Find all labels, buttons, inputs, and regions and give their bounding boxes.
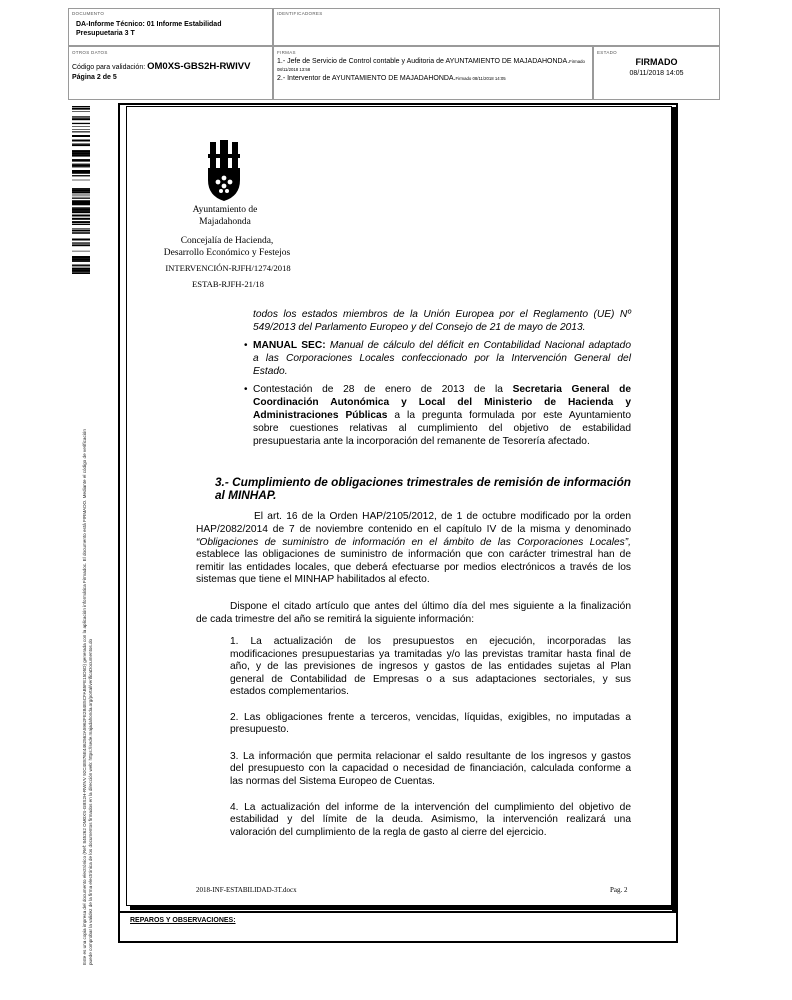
identificadores-label: IDENTIFICADORES xyxy=(277,11,323,16)
codigo-label: Código para validación: xyxy=(72,64,146,71)
section-3-heading xyxy=(215,476,631,502)
verification-note-line-2: puede comprobar la validez de la firma electrónica de los documentos firmados en la dirección web: https://sede.majadahonda.org/portal/verificaDocumentos.do xyxy=(88,638,93,965)
p1-line-5: remitir las entidades locales, que deberá efectuarse por medios electrónicos a través de los xyxy=(196,562,631,573)
bullet-2-line-1 xyxy=(253,384,631,397)
p1-line-3: “Obligaciones de suministro de información en el ámbito de las Corporaciones Locales”, xyxy=(196,537,631,548)
bullet-2-bold-1: Secretaria General de xyxy=(512,384,631,395)
section-3-heading-line-1: 3.- Cumplimiento de obligaciones trimestrales de remisión de información xyxy=(215,475,631,489)
p1-line-6: sistemas que tiene el MINHAP habilitados al efecto. xyxy=(196,574,430,585)
codigo-validacion xyxy=(72,62,250,72)
documento-title: DA-Informe Técnico: 01 Informe Estabilidad Presupuetaria 3 T xyxy=(76,21,222,37)
firmas-label: FIRMAS xyxy=(277,50,296,55)
verification-note-line-1: Este es una copia impresa del documento electrónico (Ref: 845262 OM0XS-GBS2H-RWIVV 92C4E876E4462562A5962FE2B4E5CFAB5FE15D5D) generada con la aplicación informática Firmadoc. El documento está FIRMADO. Mediante el código de verificación xyxy=(82,429,87,965)
bullet-2-text-1: Contestación de 28 de enero de 2013 de la xyxy=(253,384,503,395)
bullet-2-line-4: sobre cuestiones relativas al cumplimiento del objetivo de estabilidad xyxy=(253,423,631,434)
item-1-line-4: general de Contabilidad de Empresas o a sus adaptaciones sectoriales, y sus xyxy=(230,674,631,685)
bullet-1-line-3: Estado. xyxy=(253,366,288,377)
bullet-1-line-1 xyxy=(253,340,631,353)
item-2-line-2: presupuesto. xyxy=(230,724,289,735)
department-line-1: Concejalía de Hacienda, xyxy=(180,236,274,246)
estado-label: ESTADO xyxy=(597,50,617,55)
item-1-line-1: 1. La actualización de los presupuestos en ejecución, incorporadas las xyxy=(230,636,631,647)
item-1-line-2: modificaciones presupuestarias ya tramitadas y/o las previstas tramitar hasta final de xyxy=(230,649,631,660)
firma-2-text: 2.- Interventor de AYUNTAMIENTO DE MAJADAHONDA. xyxy=(277,75,456,82)
org-name-line-1: Ayuntamiento de xyxy=(192,205,258,215)
reparos-label: REPAROS Y OBSERVACIONES: xyxy=(130,917,236,924)
pagina-info: Página 2 de 5 xyxy=(72,74,117,81)
bullet-2-line-5: presupuestaria ante la incorporación del remanente de Tesorería afectado. xyxy=(253,436,590,447)
estado-value: FIRMADO xyxy=(635,57,678,67)
firma-1-stamp: Firmado 08/11/2018 13:58 xyxy=(277,59,585,72)
codigo-value: OM0XS-GBS2H-RWIVV xyxy=(147,61,251,72)
firma-2 xyxy=(277,74,506,83)
barcode-image xyxy=(72,106,90,274)
verification-note xyxy=(82,275,94,965)
reparos-divider xyxy=(118,911,678,913)
documento-label: DOCUMENTO xyxy=(72,11,105,16)
item-3-line-3: las normas del Sistema Europeo de Cuentas. xyxy=(230,776,435,787)
p2-line-2: de cada trimestre del año se remitirá la siguiente información: xyxy=(196,614,475,625)
bullet-2-bold-2: Administraciones Públicas xyxy=(253,410,388,421)
item-1-line-3: año, y de las previsiones de ingresos y gastos de las entidades sujetas al Plan xyxy=(230,661,631,672)
p1-line-1: El art. 16 de la Orden HAP/2105/2012, de 1 de octubre modificado por la orden xyxy=(254,511,631,522)
org-name xyxy=(162,205,288,228)
reference-1: INTERVENCIÓN-RJFH/1274/2018 xyxy=(165,263,291,273)
footer-filename: 2018-INF-ESTABILIDAD-3T.docx xyxy=(196,886,297,894)
bullet-2-text-3: a la pregunta formulada por este Ayuntamiento xyxy=(394,410,631,421)
intro-line-2: 549/2013 del Parlamento Europeo y del Consejo de 21 de mayo de 2013. xyxy=(253,322,586,333)
page-shadow-bottom xyxy=(130,906,676,910)
bullet-2-line-2: Coordinación Autonómica y Local del Ministerio de Hacienda y xyxy=(253,397,631,408)
page-shadow-right xyxy=(672,107,676,912)
header-box-identificadores xyxy=(273,8,720,46)
firma-2-stamp: Firmado 08/11/2018 14:05 xyxy=(455,76,506,81)
firma-1 xyxy=(277,58,593,74)
item-4-line-1: 4. La actualización del informe de la intervención del cumplimiento del objetivo de xyxy=(230,802,631,813)
org-name-line-2: Majadahonda xyxy=(199,216,251,227)
department-line-2: Desarrollo Económico y Festejos xyxy=(163,247,291,258)
department xyxy=(152,236,302,259)
item-3-line-1: 3. La información que permita relacionar el saldo resultante de los ingresos y gastos xyxy=(230,751,631,762)
bullet-1-line-2: a las Corporaciones Locales confeccionado por la Intervención General del xyxy=(253,353,631,364)
estado-date: 08/11/2018 14:05 xyxy=(629,70,684,77)
reference-2: ESTAB-RJFH-21/18 xyxy=(192,279,264,289)
bullet-1-term: MANUAL SEC: xyxy=(253,340,326,351)
p1-line-2: HAP/2082/2014 de 7 de noviembre contenido en el capítulo IV de la misma y denominado xyxy=(196,524,631,535)
otros-datos-label: OTROS DATOS xyxy=(72,50,108,55)
intro-line-1: todos los estados miembros de la Unión Europea por el Reglamento (UE) Nº xyxy=(253,309,631,320)
p1-line-4: establece las obligaciones de suministro de información que con carácter trimestral han de xyxy=(196,549,631,560)
bullet-1-glyph: • xyxy=(244,340,248,351)
item-2-line-1: 2. Las obligaciones frente a terceros, vencidas, líquidas, exigibles, no imputadas a xyxy=(230,712,631,723)
bullet-1-text-1: Manual de cálculo del déficit en Contabilidad Nacional adaptado xyxy=(329,340,631,351)
item-4-line-3: valoración del cumplimiento de la regla de gasto al cierre del ejercicio. xyxy=(230,827,547,838)
item-3-line-2: del presupuesto con la capacidad o necesidad de financiación, calculada conforme a xyxy=(230,763,631,774)
item-4-line-2: estabilidad y del límite de la deuda. Asimismo, la intervención realizará una xyxy=(230,814,631,825)
footer-page-number: Pag. 2 xyxy=(610,886,628,894)
bullet-2-glyph: • xyxy=(244,384,248,395)
p2-line-1: Dispone el citado artículo que antes del último día del mes siguiente a la finalización xyxy=(230,601,631,612)
majadahonda-crest-logo xyxy=(206,138,242,202)
section-3-heading-line-2: al MINHAP. xyxy=(215,488,277,502)
item-1-line-5: estados complementarios. xyxy=(230,686,349,697)
bullet-2-line-3 xyxy=(253,410,631,423)
firma-1-text: 1.- Jefe de Servicio de Control contable y Auditoria de AYUNTAMIENTO DE MAJADAHONDA. xyxy=(277,58,570,65)
